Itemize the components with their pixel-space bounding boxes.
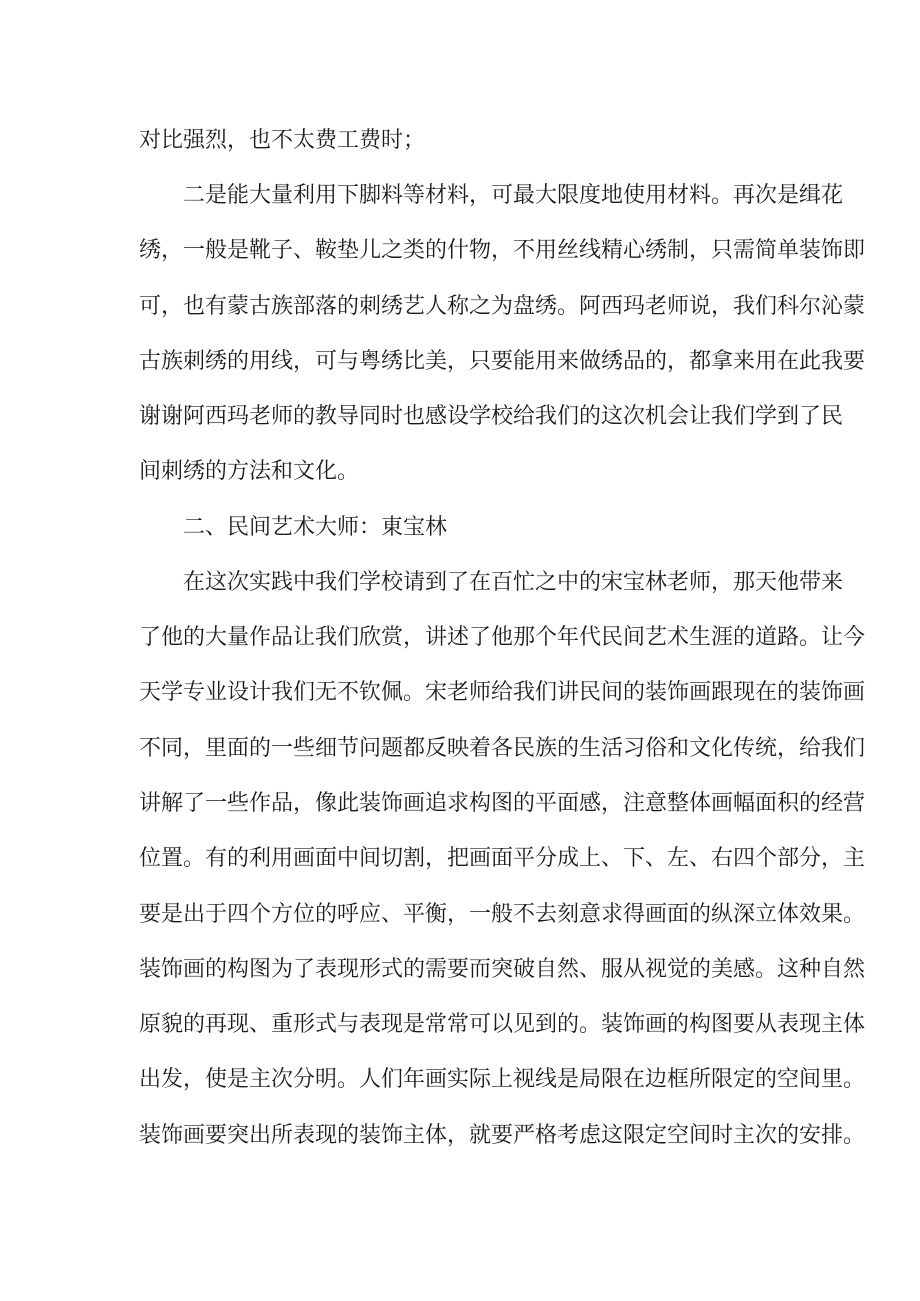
paragraph-line: 绣，一般是靴子、鞍垫儿之类的什物，不用丝线精心绣制，只需简单装饰即 (139, 238, 866, 263)
paragraph-line: 了他的大量作品让我们欣赏，讲述了他那个年代民间艺术生涯的道路。让今 (139, 625, 866, 650)
paragraph-line: 装饰画的构图为了表现形式的需要而突破自然、服从视觉的美感。这种自然 (139, 957, 866, 982)
paragraph-line: 对比强烈，也不太费工费时； (139, 128, 426, 153)
paragraph-line: 在这次实践中我们学校请到了在百忙之中的宋宝林老师，那天他带来 (183, 570, 844, 595)
paragraph-line: 古族刺绣的用线，可与粤绣比美，只要能用来做绣品的，都拿来用在此我要 (139, 349, 866, 374)
paragraph-line: 位置。有的利用画面中间切割，把画面平分成上、下、左、右四个部分，主 (139, 846, 866, 871)
paragraph-line: 讲解了一些作品，像此装饰画追求构图的平面感，注意整体画幅面积的经营 (139, 791, 866, 816)
paragraph-line: 原貌的再现、重形式与表现是常常可以见到的。装饰画的构图要从表现主体 (139, 1012, 866, 1037)
paragraph-line: 出发，使是主次分明。人们年画实际上视线是局限在边框所限定的空间里。 (139, 1067, 866, 1092)
paragraph-line: 二是能大量利用下脚料等材料，可最大限度地使用材料。再次是缉花 (183, 183, 844, 208)
paragraph-line: 不同，里面的一些细节问题都反映着各民族的生活习俗和文化传统，给我们 (139, 736, 866, 761)
paragraph-line: 谢谢阿西玛老师的教导同时也感设学校给我们的这次机会让我们学到了民 (139, 404, 844, 429)
paragraph-line: 装饰画要突出所表现的装饰主体，就要严格考虑这限定空间时主次的安排。 (139, 1123, 866, 1148)
paragraph-line: 要是出于四个方位的呼应、平衡，一般不去刻意求得画面的纵深立体效果。 (139, 902, 866, 927)
paragraph-line: 天学专业设计我们无不钦佩。宋老师给我们讲民间的装饰画跟现在的装饰画 (139, 680, 866, 705)
paragraph-line: 可，也有蒙古族部落的刺绣艺人称之为盘绣。阿西玛老师说，我们科尔沁蒙 (139, 294, 866, 319)
section-heading: 二、民间艺术大师：東宝林 (183, 515, 448, 540)
paragraph-line: 间刺绣的方法和文化。 (139, 459, 360, 484)
